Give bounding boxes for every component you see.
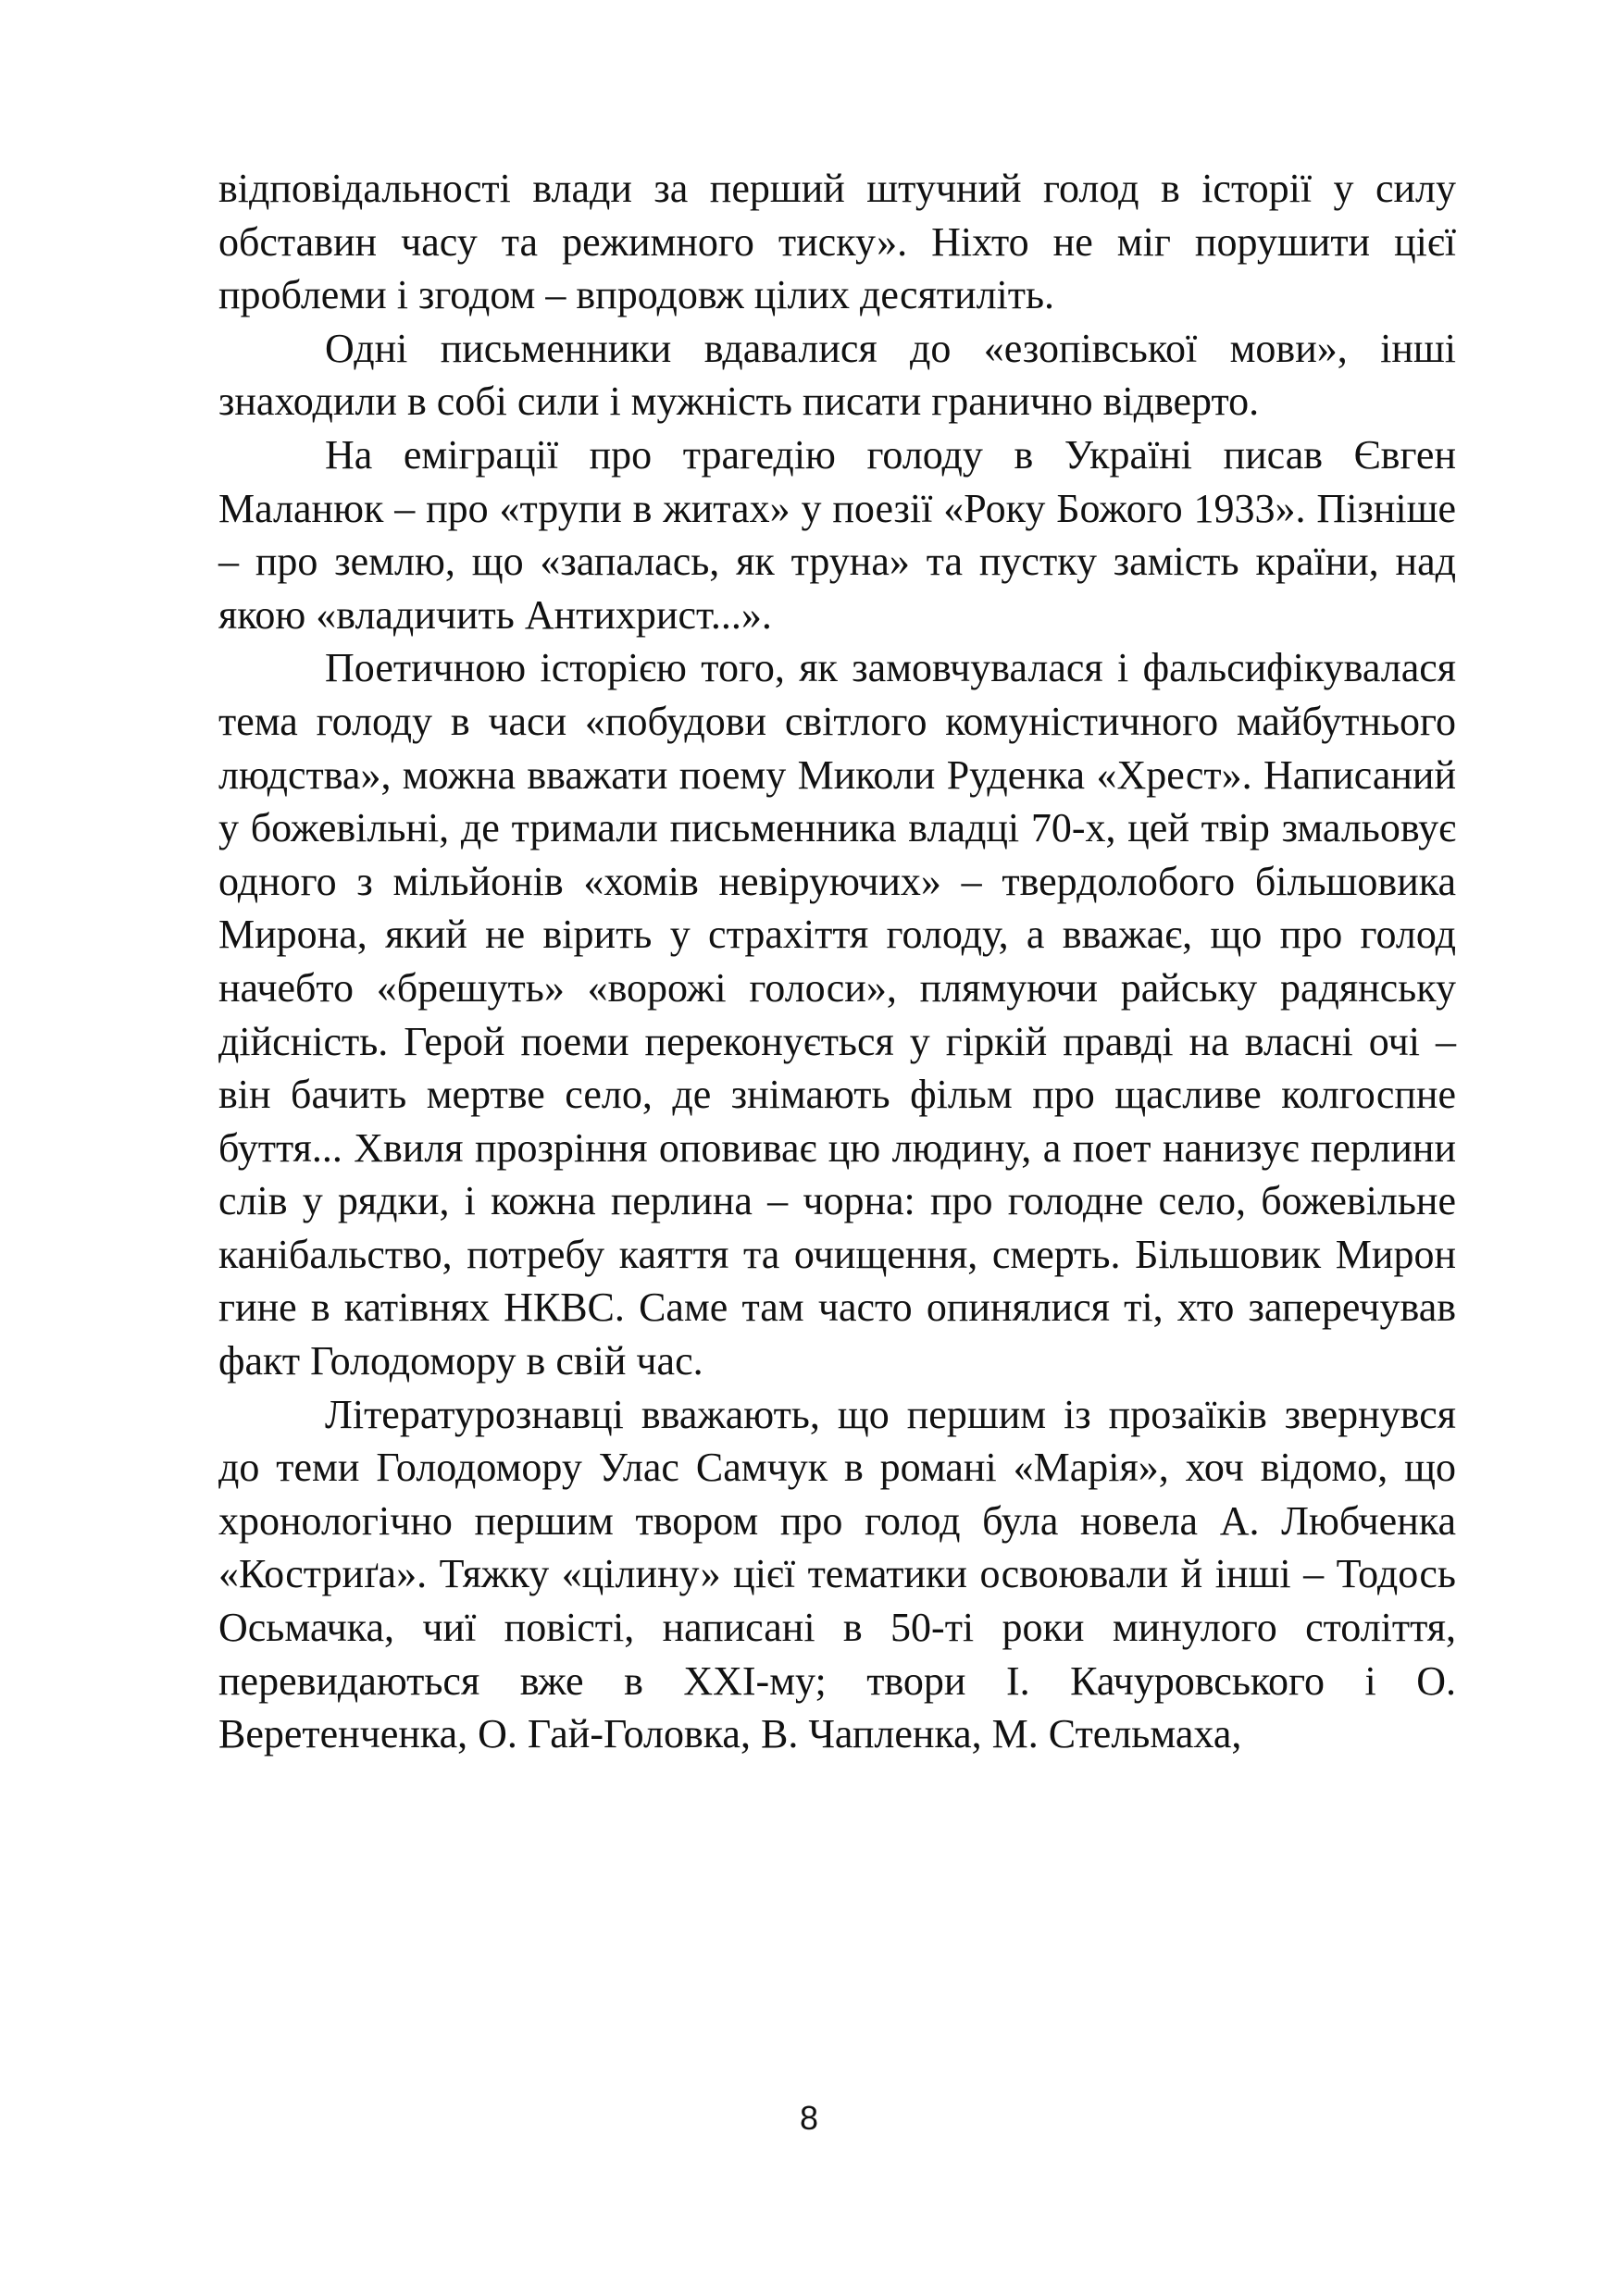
paragraph-4: Поетичною історією того, як замовчувалася і фальсифікувалася тема голоду в часи «побудови світлого комуністичного майбутнього людства», можна вважати поему Миколи Руденка «Хрест». Написаний у божевільні, де тримали письменника владці 70-х, цей твір змальовує одного з мільйонів «хомів невіруючих» – твердолобого більшовика Мирона, який не вірить у страхіття голоду, а вважає, що про голод начебто «брешуть» «ворожі голоси», плямуючи райську радянську дійсність. Герой поеми переконується у гіркій правді на власні очі – він бачить мертве село, де знімають фільм про щасливе колгоспне буття... Хвиля прозріння оповиває цю людину, а поет нанизує перлини слів у рядки, і кожна перлина – чорна: про голодне село, божевільне канібальство, потребу каяття та очищення, смерть. Більшовик Мирон гине в катівнях НКВС. Саме там часто опинялися ті, хто заперечував факт Голодомору в свій час. — [218, 645, 1456, 1384]
body-text — [218, 162, 1456, 1761]
paragraph-2: Одні письменники вдавалися до «езопівської мови», інші знаходили в собі сили і мужність писати гранично відверто. — [218, 325, 1456, 425]
paragraph-1: відповідальності влади за перший штучний голод в історії у силу обставин часу та режимного тиску». Ніхто не міг порушити цієї проблеми і згодом – впродовж цілих десятиліть. — [218, 166, 1456, 318]
paragraph-3: На еміграції про трагедію голоду в Україні писав Євген Маланюк – про «трупи в житах» у поезії «Року Божого 1933». Пізніше – про землю, що «запалась, як труна» та пустку замість країни, над якою «владичить Антихрист...». — [218, 431, 1456, 638]
page-number: 8 — [799, 2099, 819, 2137]
paragraph-5: Літературознавці вважають, що першим із прозаїків звернувся до теми Голодомору Улас Самчук в романі «Марія», хоч відомо, що хронологічно першим твором про голод була новела А. Любченка «Костриґа». Тяжку «цілину» цієї тематики освоювали й інші – Тодось Осьмачка, чиї повісті, написані в 50-ті роки минулого століття, перевидаються вже в ХХІ-му; твори І. Качуровського і О. Веретенченка, О. Гай-Головка, В. Чапленка, М. Стельмаха, — [218, 1391, 1456, 1757]
